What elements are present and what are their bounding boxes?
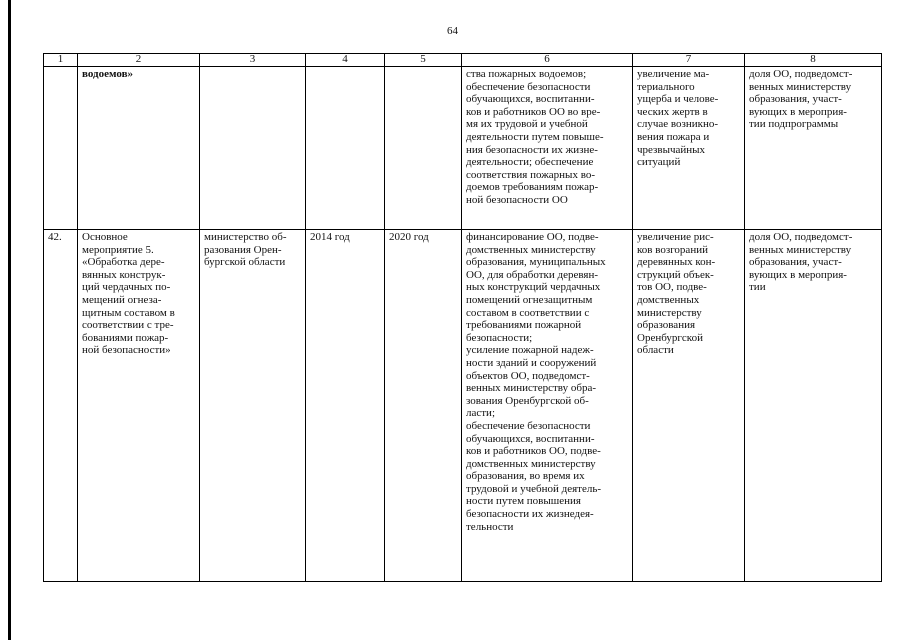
- text-line: деревянных кон-: [637, 256, 716, 269]
- text-line: обучающихся, воспитанни-: [466, 432, 595, 445]
- table-row: [44, 67, 882, 230]
- text-line: тов ОО, подве-: [637, 281, 707, 294]
- column-number: 6: [462, 54, 633, 67]
- text-line: усиление пожарной надеж-: [466, 344, 594, 357]
- text-line: министерство об-: [204, 231, 287, 243]
- column-number-row: [44, 54, 882, 67]
- text-line: образования, участ-: [749, 93, 842, 106]
- cell-row-number: [44, 67, 78, 230]
- measures-table: [43, 53, 882, 582]
- column-number: 8: [745, 54, 882, 67]
- text-line: ков возгораний: [637, 243, 708, 256]
- cell-indicator-link: [745, 67, 882, 230]
- text-line: финансирование ОО, подве-: [466, 231, 599, 243]
- text-line: Основное: [82, 231, 128, 243]
- cell-end-year: [385, 67, 462, 230]
- text-line: бованиями пожар-: [82, 331, 169, 344]
- cell-indicator-link: [745, 230, 882, 582]
- text-line: требованиями пожарной: [466, 319, 582, 332]
- text-line: ных конструкций чердачных: [466, 281, 601, 294]
- text-line: тии: [749, 281, 766, 294]
- text-line: вения пожара и: [637, 130, 710, 143]
- cell-expected-result: [462, 67, 633, 230]
- text-line: увеличение рис-: [637, 231, 714, 243]
- cell-start-year: 2014 год: [306, 230, 385, 582]
- text-line: мя их трудовой и учебной: [466, 118, 588, 131]
- column-number: 4: [306, 54, 385, 67]
- text-line: мероприятие 5.: [82, 243, 154, 256]
- text-line: ческих жертв в: [637, 105, 708, 118]
- text-line: ущерба и челове-: [637, 93, 719, 106]
- column-number: 3: [200, 54, 306, 67]
- text-line: ций чердачных по-: [82, 281, 171, 294]
- text-line: соответствии с тре-: [82, 319, 174, 332]
- text-line: министерству: [637, 306, 702, 319]
- text-line: образования, муниципальных: [466, 256, 606, 269]
- text-line: тии подпрограммы: [749, 118, 839, 131]
- text-line: венных министерству: [749, 80, 852, 93]
- text-line: домственных министерству: [466, 243, 596, 256]
- text-line: ной безопасности ОО: [466, 193, 568, 206]
- text-line: ситуаций: [637, 156, 681, 169]
- text-line: струкций объек-: [637, 268, 714, 281]
- text-line: водоемов»: [82, 68, 134, 80]
- cell-consequences: [633, 67, 745, 230]
- cell-expected-result: [462, 230, 633, 582]
- text-line: составом в соответствии с: [466, 306, 590, 319]
- text-line: мещений огнеза-: [82, 293, 162, 306]
- cell-measure-name: [78, 230, 200, 582]
- cell-responsible: [200, 230, 306, 582]
- text-line: ной безопасности»: [82, 344, 171, 357]
- text-line: вянных конструк-: [82, 268, 166, 281]
- text-line: доемов требованиям пожар-: [466, 181, 599, 194]
- cell-responsible: [200, 67, 306, 230]
- text-line: деятельности; обеспечение: [466, 156, 594, 169]
- text-line: домственных министерству: [466, 457, 596, 470]
- text-line: домственных: [637, 293, 700, 306]
- text-line: безопасности их жизнедея-: [466, 508, 594, 521]
- text-line: вующих в мероприя-: [749, 105, 847, 118]
- column-number: 1: [44, 54, 78, 67]
- text-line: объектов ОО, подведомст-: [466, 369, 590, 382]
- column-number: 7: [633, 54, 745, 67]
- text-line: чрезвычайных: [637, 143, 706, 156]
- text-line: ков и работников ОО во вре-: [466, 105, 601, 118]
- text-line: разования Орен-: [204, 243, 282, 256]
- cell-row-number: 42.: [44, 230, 78, 582]
- text-line: соответствия пожарных во-: [466, 168, 595, 181]
- text-line: бургской области: [204, 256, 286, 269]
- text-line: ния безопасности их жизне-: [466, 143, 598, 156]
- text-line: венных министерству обра-: [466, 382, 597, 395]
- page-edge-bar: [8, 0, 11, 640]
- text-line: области: [637, 344, 674, 357]
- text-line: деятельности путем повыше-: [466, 130, 604, 143]
- text-line: ности путем повышения: [466, 495, 581, 508]
- text-line: Оренбургской: [637, 331, 703, 344]
- text-line: помещений огнезащитным: [466, 293, 593, 306]
- cell-start-year: [306, 67, 385, 230]
- page-number: 64: [447, 25, 458, 37]
- text-line: «Обработка дере-: [82, 256, 165, 269]
- text-line: увеличение ма-: [637, 68, 710, 80]
- text-line: тельности: [466, 520, 514, 533]
- column-number: 2: [78, 54, 200, 67]
- text-line: ности зданий и сооружений: [466, 356, 597, 369]
- column-number: 5: [385, 54, 462, 67]
- text-line: обучающихся, воспитанни-: [466, 93, 595, 106]
- text-line: доля ОО, подведомст-: [749, 231, 853, 243]
- cell-consequences: [633, 230, 745, 582]
- text-line: обеспечение безопасности: [466, 80, 591, 93]
- text-line: ков и работников ОО, подве-: [466, 445, 601, 458]
- text-line: венных министерству: [749, 243, 852, 256]
- text-line: зования Оренбургской об-: [466, 394, 589, 407]
- text-line: случае возникно-: [637, 118, 719, 131]
- text-line: териального: [637, 80, 695, 93]
- text-line: щитным составом в: [82, 306, 175, 319]
- text-line: трудовой и учебной деятель-: [466, 482, 602, 495]
- text-line: ласти;: [466, 407, 496, 420]
- text-line: образования, участ-: [749, 256, 842, 269]
- cell-measure-name: [78, 67, 200, 230]
- text-line: ОО, для обработки деревян-: [466, 268, 599, 281]
- text-line: безопасности;: [466, 331, 533, 344]
- text-line: ства пожарных водоемов;: [466, 68, 587, 80]
- cell-end-year: 2020 год: [385, 230, 462, 582]
- text-line: обеспечение безопасности: [466, 419, 591, 432]
- text-line: вующих в мероприя-: [749, 268, 847, 281]
- text-line: образования, во время их: [466, 470, 585, 483]
- table-row: [44, 230, 882, 582]
- text-line: доля ОО, подведомст-: [749, 68, 853, 80]
- text-line: образования: [637, 319, 696, 332]
